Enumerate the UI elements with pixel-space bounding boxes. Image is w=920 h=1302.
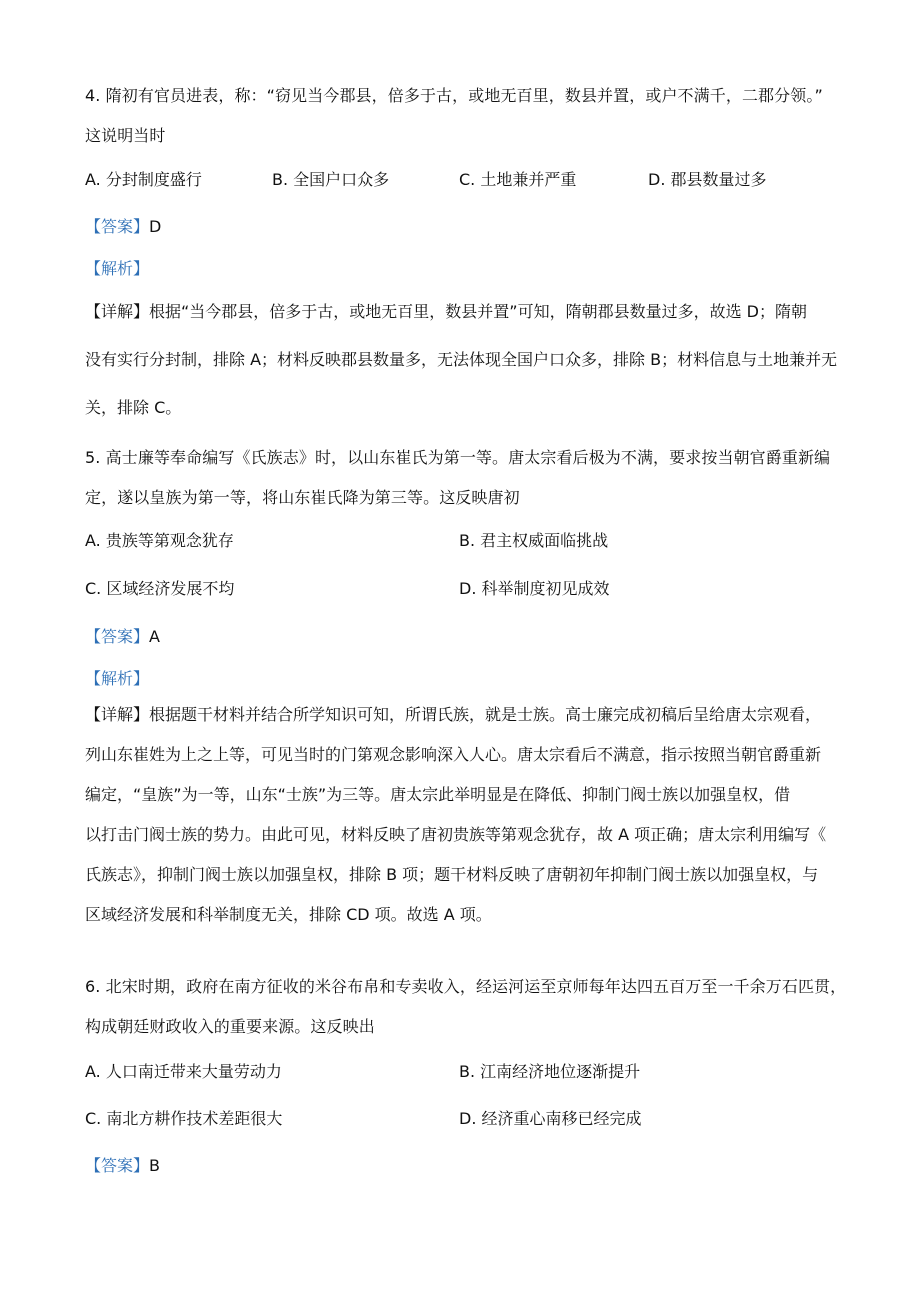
stem-line: 定，遂以皇族为第一等，将山东崔氏降为第三等。这反映唐初 — [85, 488, 520, 507]
answer-value: D — [149, 217, 162, 236]
answer-tag: 【答案】 — [85, 1156, 150, 1175]
question-4-options — [85, 160, 845, 200]
stem-line: 构成朝廷财政收入的重要来源。这反映出 — [85, 1017, 375, 1036]
option-d: D. 经济重心南移已经完成 — [459, 1109, 642, 1128]
question-5-answer — [85, 617, 840, 657]
question-6-options-row-2 — [85, 1099, 845, 1139]
detail-line: 编定，“皇族”为一等，山东“士族”为三等。唐太宗此举明显是在降低、抑制门阀士族以加强皇权，借 — [85, 785, 791, 804]
stem-line: 6. 北宋时期，政府在南方征收的米谷布帛和专卖收入，经运河运至京师每年达四五百万至一千余万石匹贯， — [85, 977, 847, 996]
question-5-options-row-2 — [85, 569, 845, 609]
question-4-answer — [85, 207, 840, 247]
analysis-tag: 【解析】 — [85, 669, 150, 688]
answer-value: B — [149, 1156, 160, 1175]
option-c: C. 土地兼并严重 — [459, 170, 577, 189]
question-4-stem — [85, 76, 840, 156]
detail-line: 氏族志》，抑制门阀士族以加强皇权，排除 B 项；题干材料反映了唐朝初年抑制门阀士族以加强皇权，与 — [85, 865, 819, 884]
option-b: B. 全国户口众多 — [272, 170, 390, 189]
option-d: D. 科举制度初见成效 — [459, 579, 610, 598]
question-4-analysis — [85, 249, 840, 289]
question-5-options-row-1 — [85, 521, 845, 561]
option-a: A. 人口南迁带来大量劳动力 — [85, 1062, 282, 1081]
answer-tag: 【答案】 — [85, 217, 150, 236]
detail-line: 【详解】根据“当今郡县，倍多于古，或地无百里，数县并置”可知，隋朝郡县数量过多，故选 D；隋朝 — [85, 302, 808, 321]
option-c: C. 南北方耕作技术差距很大 — [85, 1109, 283, 1128]
answer-value: A — [149, 627, 160, 646]
detail-line: 列山东崔姓为上之上等，可见当时的门第观念影响深入人心。唐太宗看后不满意，指示按照当朝官爵重新 — [85, 745, 822, 764]
question-5-detail — [85, 695, 840, 935]
option-b: B. 君主权威面临挑战 — [459, 531, 609, 550]
analysis-tag: 【解析】 — [85, 259, 150, 278]
question-6-stem — [85, 967, 847, 1047]
detail-line: 以打击门阀士族的势力。由此可见，材料反映了唐初贵族等第观念犹存，故 A 项正确；唐太宗利用编写《 — [85, 825, 827, 844]
detail-line: 区域经济发展和科举制度无关，排除 CD 项。故选 A 项。 — [85, 905, 492, 924]
option-a: A. 分封制度盛行 — [85, 170, 202, 189]
stem-line: 这说明当时 — [85, 126, 166, 145]
detail-tag: 【详解】 — [85, 705, 150, 724]
stem-line: 5. 高士廉等奉命编写《氏族志》时，以山东崔氏为第一等。唐太宗看后极为不满，要求按当朝官爵重新编 — [85, 448, 831, 467]
question-5-stem — [85, 438, 840, 518]
option-b: B. 江南经济地位逐渐提升 — [459, 1062, 641, 1081]
detail-line: 【详解】根据题干材料并结合所学知识可知，所谓氏族，就是士族。高士廉完成初稿后呈给唐太宗观看， — [85, 705, 822, 724]
answer-tag: 【答案】 — [85, 627, 150, 646]
detail-tag: 【详解】 — [85, 302, 150, 321]
option-d: D. 郡县数量过多 — [648, 170, 767, 189]
option-a: A. 贵族等第观念犹存 — [85, 531, 234, 550]
question-6-answer — [85, 1146, 840, 1186]
stem-line: 4. 隋初有官员进表，称：“窃见当今郡县，倍多于古，或地无百里，数县并置，或户不满千，二郡分领。” — [85, 86, 823, 105]
question-4-detail — [85, 292, 840, 428]
question-5-analysis — [85, 659, 840, 699]
detail-line: 关，排除 C。 — [85, 398, 182, 417]
option-c: C. 区域经济发展不均 — [85, 579, 235, 598]
question-6-options-row-1 — [85, 1052, 845, 1092]
detail-line: 没有实行分封制，排除 A；材料反映郡县数量多，无法体现全国户口众多，排除 B；材料信息与土地兼并无 — [85, 350, 838, 369]
